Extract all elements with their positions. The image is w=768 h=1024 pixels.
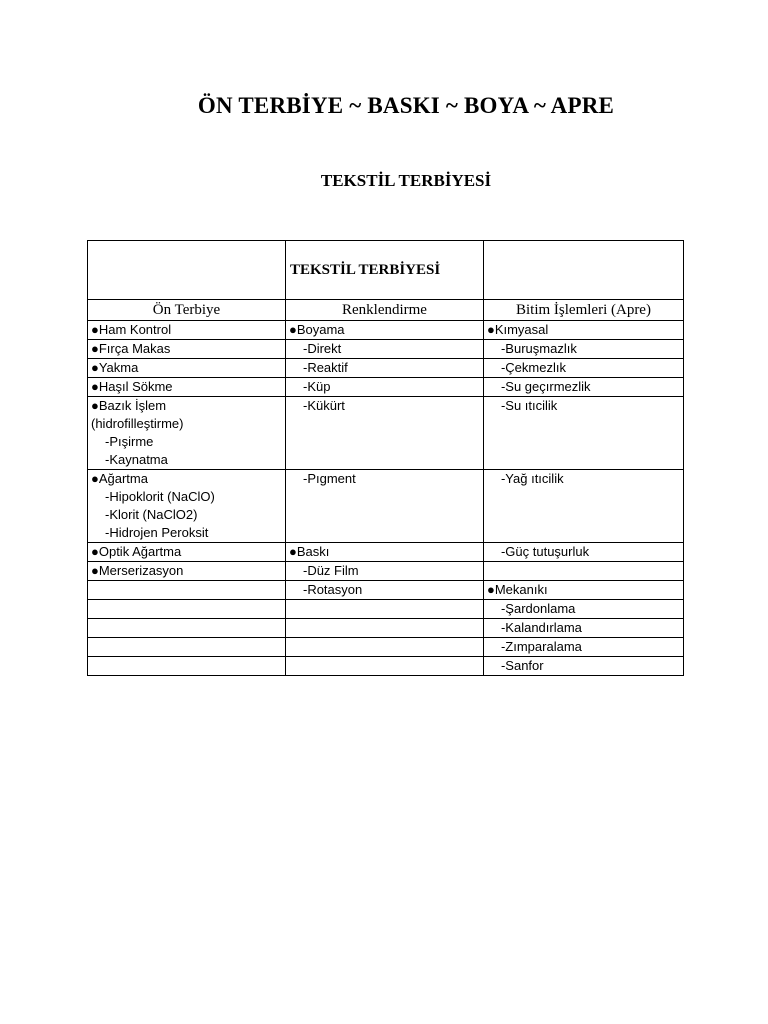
cell-line: -Çekmezlık (500, 360, 566, 375)
cell-line: -Hidrojen Peroksit (105, 525, 209, 540)
table-cell (285, 397, 483, 470)
cell-line: -Rotasyon (302, 582, 363, 597)
cell-line: -Yağ ıtıcilik (500, 471, 564, 486)
table-cell (285, 581, 483, 600)
cell-line: ●Ağartma (91, 471, 148, 486)
table-cell (483, 638, 683, 657)
cell-line: -Buruşmazlık (500, 341, 577, 356)
table-cell (483, 600, 683, 619)
column-header-renklendirme: Renklendirme (285, 300, 483, 321)
cell-line (91, 619, 285, 637)
column-header-on-terbiye: Ön Terbiye (88, 300, 286, 321)
table-cell (483, 397, 683, 470)
table-row (88, 340, 684, 359)
cell-line: -Kükürt (302, 398, 345, 413)
cell-line: -Su geçırmezlik (500, 379, 591, 394)
cell-line: -Sanfor (500, 658, 544, 673)
cell-line: -Kalandırlama (500, 620, 582, 635)
cell-line (91, 581, 285, 599)
table-cell (483, 543, 683, 562)
cell-line: -Klorit (NaClO2) (105, 507, 198, 522)
table-row (88, 359, 684, 378)
table-cell (88, 562, 286, 581)
cell-line (289, 638, 483, 656)
table-cell (88, 638, 286, 657)
document-subtitle: TEKSTİL TERBİYESİ (320, 171, 492, 190)
table-cell (285, 340, 483, 359)
table-cell (285, 359, 483, 378)
table-row (88, 581, 684, 600)
cell-line: -Güç tutuşurluk (500, 544, 590, 559)
cell-line: ●Bazık İşlem (91, 398, 167, 413)
table-cell (88, 657, 286, 676)
cell-line (289, 657, 483, 675)
cell-line (289, 619, 483, 637)
table-cell (285, 470, 483, 543)
table-cell (483, 340, 683, 359)
column-header-bitim-islemleri: Bitim İşlemleri (Apre) (483, 300, 683, 321)
table-cell (88, 619, 286, 638)
table-cell (483, 657, 683, 676)
cell-line: -Zımparalama (500, 639, 582, 654)
table-row (88, 657, 684, 676)
table-cell (285, 619, 483, 638)
table-cell (88, 600, 286, 619)
table-cell (285, 638, 483, 657)
cell-line (487, 562, 683, 580)
cell-line: ●Merserizasyon (91, 563, 184, 578)
cell-line: ●Yakma (91, 360, 139, 375)
cell-line: -Şardonlama (500, 601, 576, 616)
table-cell (88, 359, 286, 378)
cell-line (289, 600, 483, 618)
table-cell (483, 378, 683, 397)
cell-line (91, 600, 285, 618)
cell-line: ●Mekanıkı (486, 582, 548, 597)
cell-line: ●Haşıl Sökme (91, 379, 173, 394)
table-cell (483, 562, 683, 581)
cell-line: ●Ham Kontrol (91, 322, 172, 337)
table-row (88, 638, 684, 657)
table-row (88, 321, 684, 340)
table-cell (483, 321, 683, 340)
cell-line: -Su ıtıcilik (500, 398, 558, 413)
table-row (88, 619, 684, 638)
table-row (88, 378, 684, 397)
column-header-row (88, 300, 684, 321)
table-cell (285, 543, 483, 562)
table-cell (483, 359, 683, 378)
table-row (88, 470, 684, 543)
table-title-row (88, 241, 684, 300)
cell-line: ●Boyama (288, 322, 345, 337)
table-cell (88, 378, 286, 397)
cell-line: ●Baskı (288, 544, 330, 559)
cell-line: -Reaktif (302, 360, 348, 375)
table-title-cell-empty (483, 241, 683, 300)
cell-line: -Hipoklorit (NaClO) (105, 489, 215, 504)
table-cell (88, 321, 286, 340)
table-row (88, 397, 684, 470)
cell-line: -Kaynatma (105, 452, 168, 467)
cell-line: -Direkt (302, 341, 342, 356)
cell-line: -Küp (302, 379, 331, 394)
table-cell (285, 562, 483, 581)
document-title: ÖN TERBİYE ~ BASKI ~ BOYA ~ APRE (197, 93, 615, 118)
cell-line: -Pışirme (105, 434, 154, 449)
cell-line: (hidrofilleştirme) (91, 416, 184, 431)
cell-line: ●Fırça Makas (91, 341, 171, 356)
cell-line: -Pıgment (302, 471, 356, 486)
cell-line: ●Kımyasal (486, 322, 549, 337)
table-cell (285, 321, 483, 340)
table-cell (483, 470, 683, 543)
process-table (87, 240, 684, 676)
table-cell (285, 378, 483, 397)
table-row (88, 562, 684, 581)
table-title-cell-empty (88, 241, 286, 300)
table-title: TEKSTİL TERBİYESİ (285, 241, 483, 300)
table-cell (285, 657, 483, 676)
table-cell (483, 619, 683, 638)
table-cell (88, 470, 286, 543)
table-cell (88, 340, 286, 359)
table-cell (483, 581, 683, 600)
table-cell (88, 581, 286, 600)
cell-line: ●Optik Ağartma (91, 544, 182, 559)
table-row (88, 600, 684, 619)
cell-line (91, 657, 285, 675)
table-cell (285, 600, 483, 619)
table-cell (88, 397, 286, 470)
cell-line: -Düz Film (302, 563, 359, 578)
table-cell (88, 543, 286, 562)
table-row (88, 543, 684, 562)
cell-line (91, 638, 285, 656)
